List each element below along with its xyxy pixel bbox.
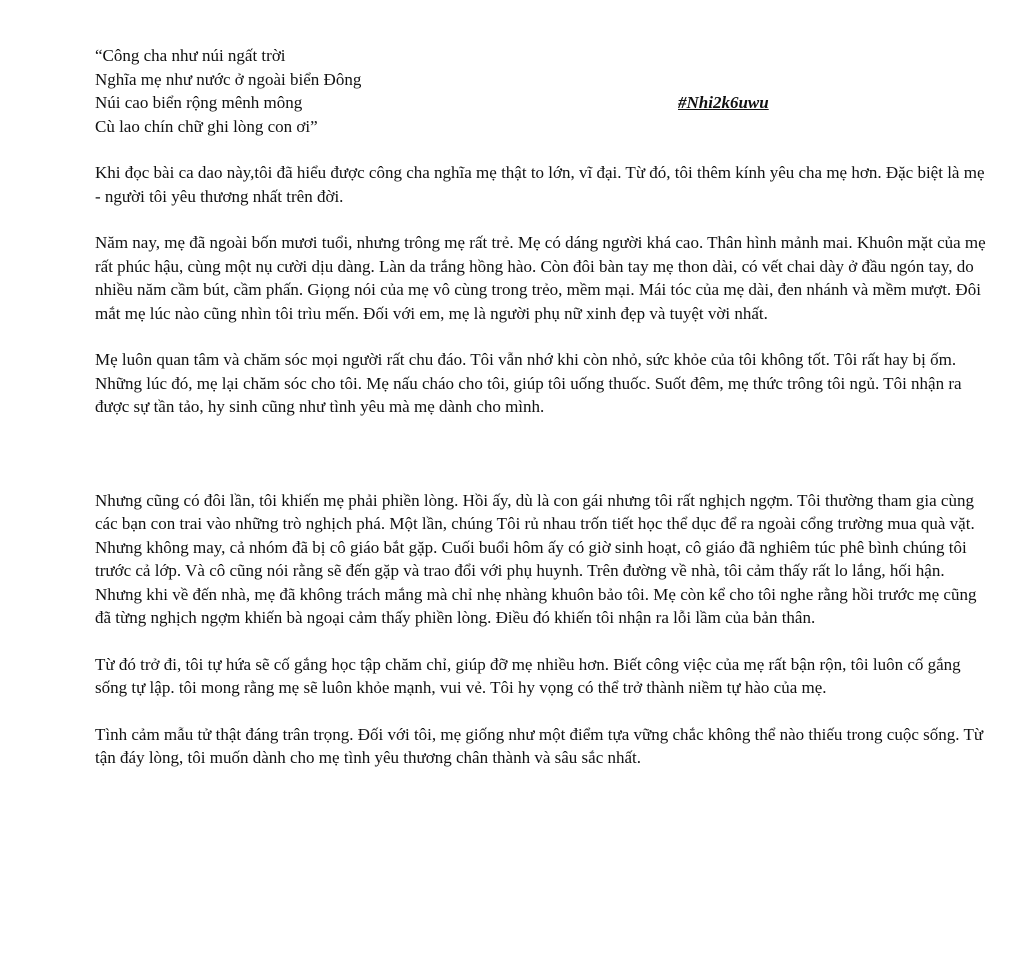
- poem-line: Núi cao biển rộng mênh mông: [95, 93, 303, 112]
- poem-line: Nghĩa mẹ như nước ở ngoài biển Đông: [95, 69, 362, 89]
- paragraph-memory: Nhưng cũng có đôi lần, tôi khiến mẹ phải phiền lòng. Hồi ấy, dù là con gái nhưng tôi rất nghịch ngợm. Tôi thường tham gia cùng các bạn con trai vào những trò nghịch phá. Một lần, chúng Tôi rủ nhau trốn tiết học thể dục để ra ngoài cổng trường mua quà vặt. Nhưng không may, cả nhóm đã bị cô giáo bắt gặp. Cuối buổi hôm ấy có giờ sinh hoạt, cô giáo đã nghiêm túc phê bình chúng tôi trước cả lớp. Và cô cũng nói rằng sẽ đến gặp và trao đổi với phụ huynh. Trên đường về nhà, tôi cảm thấy rất lo lắng, hối hận. Nhưng khi về đến nhà, mẹ đã không trách mắng mà chỉ nhẹ nhàng khuôn bảo tôi. Mẹ còn kể cho tôi nghe rằng hồi trước mẹ cũng đã từng nghịch ngợm khiến bà ngoại cảm thấy phiền lòng. Điều đó khiến tôi nhận ra lỗi lầm của bản thân.: [95, 490, 977, 627]
- paragraph-description: Năm nay, mẹ đã ngoài bốn mươi tuổi, nhưng trông mẹ rất trẻ. Mẹ có dáng người khá cao. Thân hình mảnh mai. Khuôn mặt của mẹ rất phúc hậu, cùng một nụ cười dịu dàng. Làn da trắng hồng hào. Còn đôi bàn tay mẹ thon dài, có vết chai dày ở đầu ngón tay, do nhiều năm cầm bút, cầm phấn. Giọng nói của mẹ vô cùng trong trẻo, mềm mại. Mái tóc của mẹ dài, đen nhánh và mềm mượt. Đôi mắt mẹ lúc nào cũng nhìn tôi trìu mến. Đối với em, mẹ là người phụ nữ xinh đẹp và tuyệt vời nhất.: [95, 233, 986, 323]
- author-hashtag: #Nhi2k6uwu: [678, 93, 769, 112]
- paragraph-promise: Từ đó trở đi, tôi tự hứa sẽ cố gắng học tập chăm chỉ, giúp đỡ mẹ nhiều hơn. Biết công việc của mẹ rất bận rộn, tôi luôn cố gắng sống tự lập. tôi mong rằng mẹ sẽ luôn khỏe mạnh, vui vẻ. Tôi hy vọng có thể trở thành niềm tự hào của mẹ.: [95, 654, 961, 697]
- poem-line: “Công cha như núi ngất trời: [95, 46, 286, 65]
- paragraph-intro: Khi đọc bài ca dao này,tôi đã hiểu được công cha nghĩa mẹ thật to lớn, vĩ đại. Từ đó, tôi thêm kính yêu cha mẹ hơn. Đặc biệt là mẹ - người tôi yêu thương nhất trên đời.: [95, 163, 985, 206]
- paragraph-conclusion: Tình cảm mẫu tử thật đáng trân trọng. Đối với tôi, mẹ giống như một điểm tựa vững chắc không thể nào thiếu trong cuộc sống. Từ tận đáy lòng, tôi muốn dành cho mẹ tình yêu thương chân thành và sâu sắc nhất.: [95, 724, 984, 767]
- paragraph-care: Mẹ luôn quan tâm và chăm sóc mọi người rất chu đáo. Tôi vẫn nhớ khi còn nhỏ, sức khỏe của tôi không tốt. Tôi rất hay bị ốm. Những lúc đó, mẹ lại chăm sóc cho tôi. Mẹ nấu cháo cho tôi, giúp tôi uống thuốc. Suốt đêm, mẹ thức trông tôi ngủ. Tôi nhận ra được sự tần tảo, hy sinh cũng như tình yêu mà mẹ dành cho mình.: [95, 350, 962, 416]
- poem-block: [95, 44, 990, 138]
- document-page: [95, 44, 990, 770]
- poem-line: Cù lao chín chữ ghi lòng con ơi”: [95, 116, 318, 136]
